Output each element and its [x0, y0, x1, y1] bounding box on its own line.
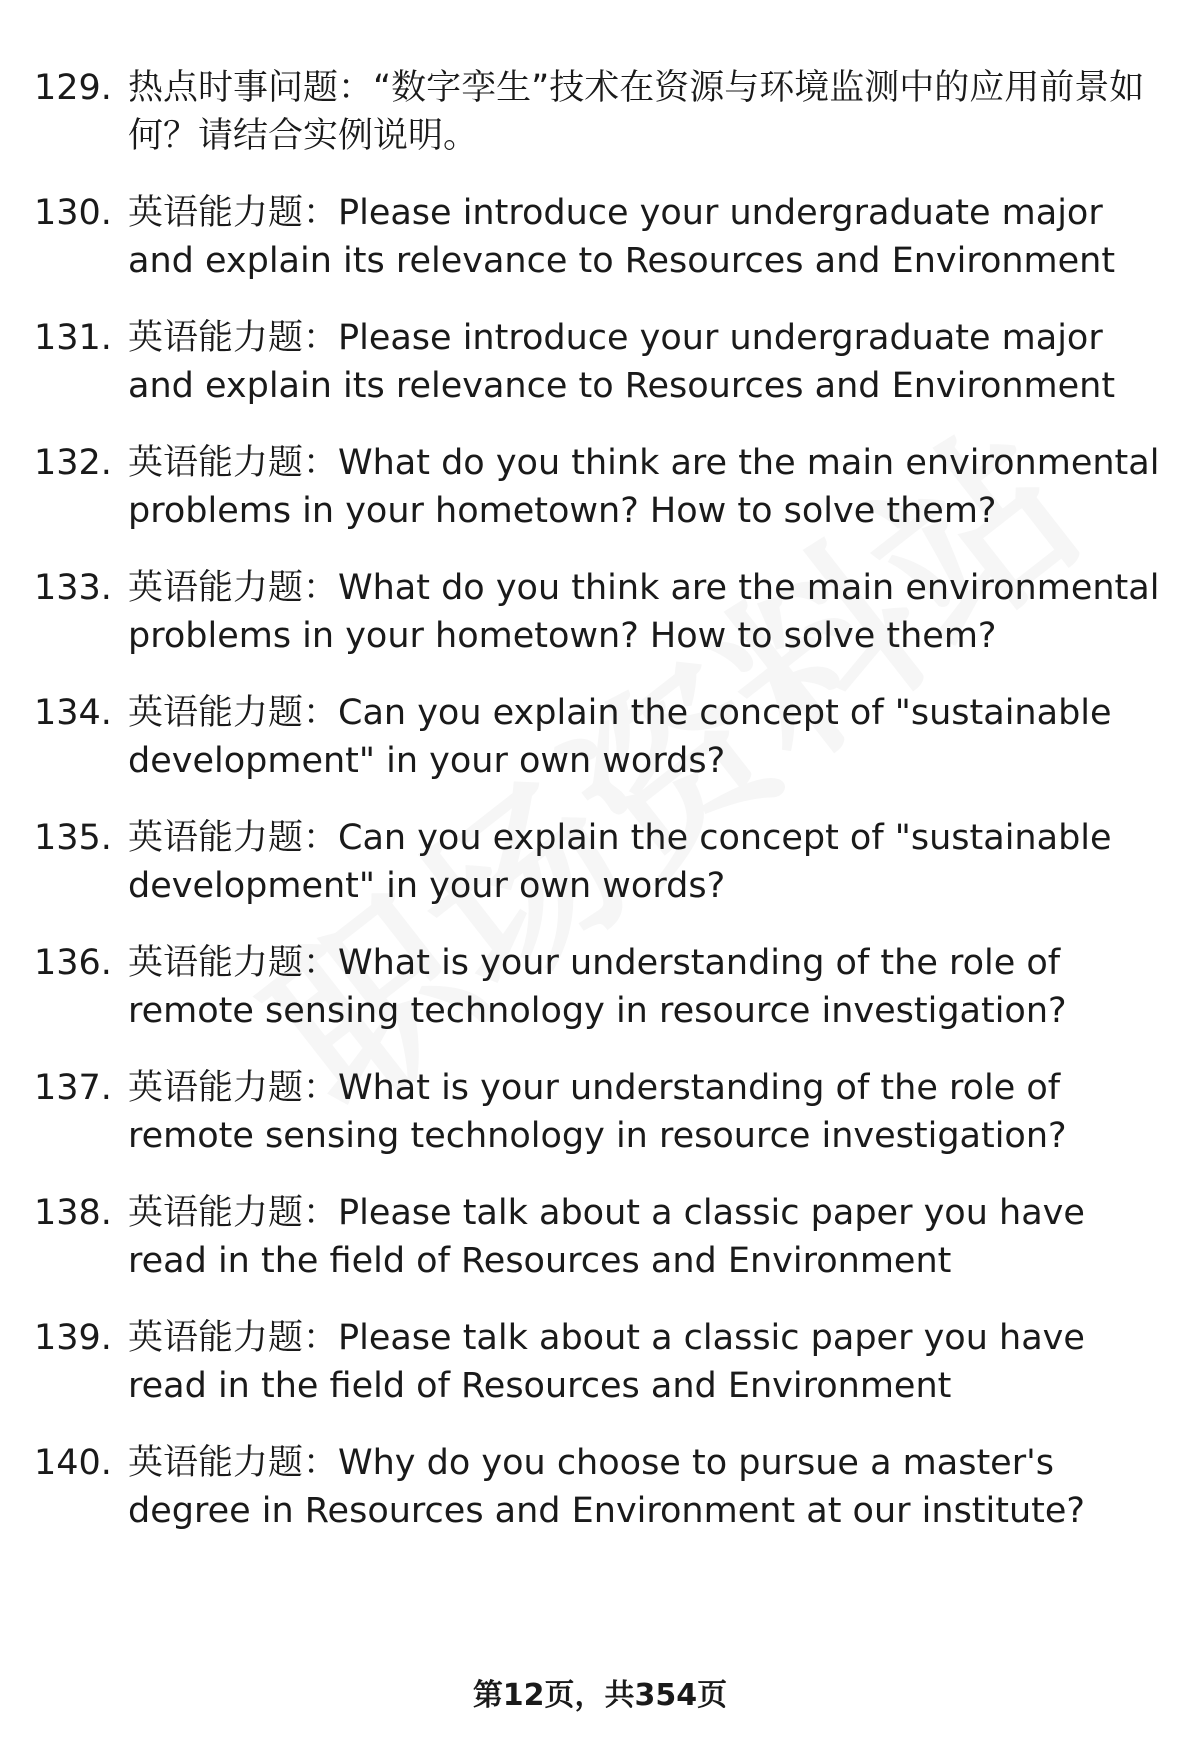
question-text: 英语能力题：Please introduce your undergraduate major and explain its relevance to Resources and Environment [128, 318, 1116, 406]
question-number: 136. [34, 943, 112, 983]
page-number-footer: 第12页，共354页 [472, 1678, 728, 1713]
question-text: 英语能力题：What is your understanding of the role of remote sensing technology in resource investigation? [128, 943, 1067, 1031]
question-number: 137. [34, 1068, 112, 1108]
question-item [34, 1064, 1164, 1160]
question-item [34, 564, 1164, 660]
question-text: 英语能力题：Why do you choose to pursue a master's degree in Resources and Environment at our institute? [128, 1443, 1085, 1531]
question-item [34, 189, 1164, 285]
question-number: 135. [34, 818, 112, 858]
question-number: 131. [34, 318, 112, 358]
question-number: 134. [34, 693, 112, 733]
question-item [34, 314, 1164, 410]
question-item [34, 1314, 1164, 1410]
question-text: 英语能力题：What do you think are the main environmental problems in your hometown? How to solve them? [128, 443, 1160, 531]
question-number: 138. [34, 1193, 112, 1233]
question-text: 英语能力题：What is your understanding of the role of remote sensing technology in resource investigation? [128, 1068, 1067, 1156]
question-number: 140. [34, 1443, 112, 1483]
question-item [34, 814, 1164, 910]
question-item [34, 939, 1164, 1035]
question-text: 热点时事问题：“数字孪生”技术在资源与环境监测中的应用前景如何？请结合实例说明。 [128, 68, 1145, 156]
question-item [34, 439, 1164, 535]
question-item [34, 1439, 1164, 1535]
question-number: 130. [34, 193, 112, 233]
question-number: 133. [34, 568, 112, 608]
question-text: 英语能力题：Can you explain the concept of "sustainable development" in your own words? [128, 818, 1112, 906]
question-number: 129. [34, 68, 112, 108]
question-number: 132. [34, 443, 112, 483]
question-text: 英语能力题：Please talk about a classic paper you have read in the field of Resources and Environment [128, 1318, 1085, 1406]
question-text: 英语能力题：Please talk about a classic paper you have read in the field of Resources and Environment [128, 1193, 1085, 1281]
question-text: 英语能力题：Please introduce your undergraduate major and explain its relevance to Resources and Environment [128, 193, 1116, 281]
question-item [34, 1189, 1164, 1285]
question-text: 英语能力题：What do you think are the main environmental problems in your hometown? How to solve them? [128, 568, 1160, 656]
question-text: 英语能力题：Can you explain the concept of "sustainable development" in your own words? [128, 693, 1112, 781]
question-number: 139. [34, 1318, 112, 1358]
question-item [34, 64, 1164, 160]
question-item [34, 689, 1164, 785]
question-list [34, 64, 1164, 1564]
